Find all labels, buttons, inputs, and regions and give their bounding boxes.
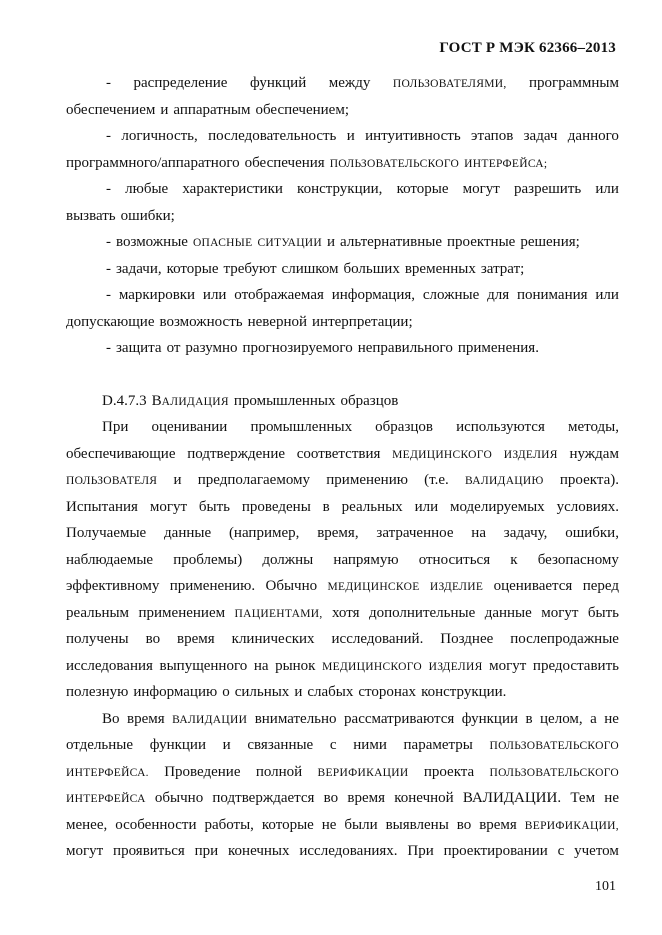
word: время bbox=[177, 631, 215, 647]
word: применению bbox=[326, 472, 408, 488]
word: клинических bbox=[231, 631, 315, 647]
word: используются bbox=[456, 419, 545, 435]
word: время bbox=[126, 710, 165, 727]
word: ПОЛЬЗОВАТЕЛЯ bbox=[66, 475, 158, 487]
word: и bbox=[222, 737, 231, 753]
word: данные bbox=[484, 604, 532, 621]
word: ВАЛИДАЦИЮ bbox=[465, 475, 544, 487]
word: интуитивность bbox=[365, 128, 461, 144]
word: или bbox=[595, 287, 619, 303]
word: во bbox=[456, 816, 472, 833]
word: целом, bbox=[540, 710, 583, 727]
word: исследования bbox=[66, 657, 153, 674]
word: могут bbox=[149, 498, 188, 515]
word: промышленных bbox=[250, 419, 353, 435]
word: не bbox=[604, 790, 619, 806]
word: оценивании bbox=[151, 419, 228, 435]
word: которые bbox=[261, 816, 314, 833]
paragraph-gap bbox=[66, 362, 619, 388]
word: и bbox=[160, 101, 169, 118]
word: время bbox=[479, 816, 517, 833]
text-line bbox=[66, 203, 619, 230]
word: задачи, bbox=[116, 260, 162, 277]
word: обычно bbox=[154, 790, 204, 806]
text-line bbox=[66, 838, 619, 865]
word: выявлены bbox=[385, 816, 449, 833]
text-line bbox=[66, 414, 619, 441]
word: прогнозируемого bbox=[242, 340, 353, 356]
word: и bbox=[294, 684, 303, 700]
word: во bbox=[323, 790, 339, 806]
word: последовательность bbox=[208, 128, 337, 144]
word: или bbox=[595, 181, 619, 197]
text-line bbox=[66, 309, 619, 336]
word: с bbox=[329, 737, 337, 753]
word: время, bbox=[317, 525, 359, 541]
word: эффективному bbox=[66, 578, 160, 594]
word: предоставить bbox=[532, 657, 619, 674]
word: затрат; bbox=[480, 260, 525, 277]
word: МЕДИЦИНСКОЕ bbox=[327, 581, 420, 593]
word: ВЕРИФИКАЦИИ bbox=[317, 766, 409, 779]
word: этапов bbox=[471, 128, 514, 144]
word: логичность, bbox=[121, 128, 198, 144]
word: слишком bbox=[281, 260, 339, 277]
text-line bbox=[66, 759, 619, 786]
word: ИЗДЕЛИЯ bbox=[503, 448, 558, 461]
word: не bbox=[604, 710, 619, 727]
word: напрямую bbox=[333, 551, 399, 568]
word: проектные bbox=[447, 234, 516, 250]
word: между bbox=[328, 75, 371, 91]
word: в bbox=[322, 498, 330, 515]
text-line bbox=[66, 256, 619, 283]
word: обеспечением; bbox=[255, 101, 349, 118]
text-line bbox=[66, 812, 619, 839]
word: для bbox=[487, 287, 510, 303]
word: образцов bbox=[340, 392, 399, 409]
text-line bbox=[66, 600, 619, 627]
word: ВАЛИДАЦИИ. bbox=[462, 790, 562, 806]
word: обеспечением bbox=[66, 101, 156, 118]
text-line bbox=[66, 547, 619, 574]
word: образцов bbox=[375, 419, 433, 435]
word: функции bbox=[461, 710, 518, 727]
word: перед bbox=[582, 578, 619, 594]
word: дополнительные bbox=[368, 604, 476, 621]
word: Проведение bbox=[164, 763, 241, 780]
word: наблюдаемые bbox=[66, 551, 154, 568]
word: полезную bbox=[66, 684, 129, 700]
word: на bbox=[471, 525, 486, 541]
word: больших bbox=[343, 260, 400, 277]
text-line bbox=[66, 123, 619, 150]
word: маркировки bbox=[118, 287, 196, 303]
word: - bbox=[106, 260, 111, 277]
word: разрешить bbox=[514, 181, 582, 197]
word: проявиться bbox=[113, 843, 185, 859]
word: отображаемая bbox=[234, 287, 324, 303]
word: ними bbox=[353, 737, 387, 753]
text-line bbox=[66, 388, 619, 415]
word: могут bbox=[66, 843, 104, 859]
word: требуют bbox=[223, 260, 277, 277]
word: условиях. bbox=[556, 498, 619, 515]
word: моделируемых bbox=[449, 498, 545, 515]
word: ВАЛИДАЦИИ bbox=[172, 713, 248, 726]
word: ПОЛЬЗОВАТЕЛЬСКОГО bbox=[489, 766, 619, 779]
word: исследований. bbox=[331, 631, 424, 647]
text-line bbox=[66, 229, 619, 256]
word: функции bbox=[149, 737, 206, 753]
word: - bbox=[106, 181, 111, 197]
word: быть bbox=[587, 604, 619, 621]
word: МЕДИЦИНСКОГО bbox=[322, 660, 423, 673]
word: аппаратным bbox=[173, 101, 251, 118]
word: оценивается bbox=[493, 578, 573, 594]
word: ИЗДЕЛИЕ bbox=[429, 581, 484, 593]
word: реальным bbox=[66, 604, 130, 621]
word: соответствия bbox=[296, 445, 381, 462]
word: Обычно bbox=[265, 578, 318, 594]
word: конструкции, bbox=[297, 181, 383, 197]
word: - bbox=[106, 287, 111, 303]
word: задач bbox=[523, 128, 558, 144]
word: При bbox=[407, 843, 434, 859]
word: послепродажные bbox=[510, 631, 619, 647]
word: от bbox=[166, 340, 181, 356]
word: Получаемые bbox=[66, 525, 147, 541]
word: При bbox=[102, 419, 129, 435]
text-line bbox=[66, 679, 619, 706]
word: (например, bbox=[228, 525, 300, 541]
word: - bbox=[106, 75, 111, 91]
word: при bbox=[194, 843, 219, 859]
word: были bbox=[344, 816, 378, 833]
word: выпущенного bbox=[159, 657, 248, 674]
word: исследованиях. bbox=[299, 843, 398, 859]
word: решения; bbox=[520, 234, 580, 250]
word: рынок bbox=[275, 657, 316, 674]
word: должны bbox=[262, 551, 314, 568]
word: СИТУАЦИИ bbox=[257, 237, 323, 249]
word: ПОЛЬЗОВАТЕЛЬСКОГО bbox=[329, 157, 460, 170]
word: проекта). bbox=[559, 472, 619, 488]
word: проектировании bbox=[443, 843, 548, 859]
word: допускающие bbox=[66, 313, 155, 330]
word: хотя bbox=[332, 604, 360, 621]
word: ошибки; bbox=[120, 207, 175, 224]
word: ВАЛИДАЦИЯ bbox=[151, 392, 229, 409]
word: возможные bbox=[116, 234, 188, 250]
word: программным bbox=[529, 75, 619, 91]
word: сложные bbox=[422, 287, 480, 303]
word: разумно bbox=[185, 340, 238, 356]
word: время bbox=[347, 790, 386, 806]
word: подтверждается bbox=[212, 790, 315, 806]
word: не bbox=[321, 816, 337, 833]
word: данного bbox=[567, 128, 619, 144]
word: Во bbox=[102, 710, 120, 727]
word: параметры bbox=[403, 737, 473, 753]
word: слабых bbox=[307, 684, 354, 700]
word: временных bbox=[404, 260, 476, 277]
word: проблемы) bbox=[173, 551, 243, 568]
word: применению. bbox=[169, 578, 256, 594]
word: на bbox=[253, 657, 269, 674]
word: - bbox=[106, 234, 111, 250]
word: работы, bbox=[204, 816, 254, 833]
text-line bbox=[66, 150, 619, 177]
word: ПОЛЬЗОВАТЕЛЬСКОГО bbox=[489, 740, 619, 752]
word: нуждам bbox=[569, 445, 619, 462]
word: ИНТЕРФЕЙСА. bbox=[66, 766, 149, 779]
word: ИНТЕРФЕЙСА bbox=[66, 793, 146, 805]
word: защита bbox=[116, 340, 162, 356]
text-line bbox=[66, 70, 619, 97]
word: затраченное bbox=[376, 525, 454, 541]
word: и bbox=[327, 234, 336, 250]
word: характеристики bbox=[182, 181, 283, 197]
word: предполагаемому bbox=[197, 472, 311, 488]
text-line bbox=[66, 494, 619, 521]
word: ПОЛЬЗОВАТЕЛЯМИ, bbox=[392, 78, 507, 90]
text-line bbox=[66, 732, 619, 759]
text-line bbox=[66, 653, 619, 680]
word: информация, bbox=[331, 287, 416, 303]
word: ПАЦИЕНТАМИ, bbox=[234, 607, 323, 620]
word: конечной bbox=[394, 790, 454, 806]
word: ИНТЕРФЕЙСА; bbox=[464, 157, 548, 170]
word: неверной bbox=[247, 313, 308, 330]
word: реальных bbox=[341, 498, 403, 515]
word: и bbox=[346, 128, 355, 144]
text-line bbox=[66, 441, 619, 468]
word: данные bbox=[164, 525, 212, 541]
word: могут bbox=[541, 604, 579, 621]
word: применения. bbox=[457, 340, 539, 356]
word: получены bbox=[66, 631, 129, 647]
word: конструкции. bbox=[421, 684, 507, 700]
word: информацию bbox=[133, 684, 218, 700]
word: ошибки, bbox=[565, 525, 619, 541]
word: могут bbox=[462, 181, 500, 197]
word: Тем bbox=[570, 790, 596, 806]
word: или bbox=[414, 498, 439, 515]
word: связанные bbox=[247, 737, 314, 753]
word: которые bbox=[166, 260, 219, 277]
text-line bbox=[66, 520, 619, 547]
word: ОПАСНЫЕ bbox=[192, 237, 253, 249]
document-header: ГОСТ Р МЭК 62366–2013 bbox=[439, 40, 616, 56]
word: альтернативные bbox=[340, 234, 443, 250]
word: применением bbox=[138, 604, 226, 621]
text-line bbox=[66, 573, 619, 600]
word: которые bbox=[396, 181, 449, 197]
word: интерпретации; bbox=[312, 313, 413, 330]
word: безопасному bbox=[537, 551, 619, 568]
text-line bbox=[66, 467, 619, 494]
word: отдельные bbox=[66, 737, 134, 753]
word: задачу, bbox=[503, 525, 548, 541]
word: - bbox=[106, 340, 111, 356]
word: программного/аппаратного bbox=[66, 154, 240, 171]
word: менее, bbox=[66, 816, 108, 833]
word: могут bbox=[489, 657, 527, 674]
word: быть bbox=[198, 498, 231, 515]
word: методы, bbox=[567, 419, 619, 435]
word: внимательно bbox=[254, 710, 337, 727]
word: конечных bbox=[228, 843, 290, 859]
word: полной bbox=[255, 763, 303, 780]
word: Испытания bbox=[66, 498, 138, 515]
text-line bbox=[66, 282, 619, 309]
word: МЕДИЦИНСКОГО bbox=[392, 448, 493, 461]
text-line bbox=[66, 626, 619, 653]
text-line bbox=[66, 706, 619, 733]
word: вызвать bbox=[66, 207, 116, 224]
word: ВЕРИФИКАЦИИ, bbox=[524, 819, 619, 832]
word: подтверждение bbox=[187, 445, 286, 462]
word: относиться bbox=[418, 551, 491, 568]
word: с bbox=[557, 843, 565, 859]
word: промышленных bbox=[233, 392, 336, 409]
word: понимания bbox=[516, 287, 588, 303]
word: во bbox=[145, 631, 161, 647]
text-line bbox=[66, 97, 619, 124]
word: - bbox=[106, 128, 111, 144]
word: любые bbox=[125, 181, 169, 197]
word: учетом bbox=[574, 843, 619, 859]
text-line bbox=[66, 785, 619, 812]
word: о bbox=[222, 684, 230, 700]
word: а bbox=[590, 710, 597, 727]
word: обеспечивающие bbox=[66, 445, 176, 462]
word: проекта bbox=[423, 763, 475, 780]
word: возможность bbox=[159, 313, 243, 330]
word: особенности bbox=[115, 816, 197, 833]
word: сильных bbox=[234, 684, 290, 700]
page-number: 101 bbox=[595, 879, 616, 894]
word: функций bbox=[249, 75, 307, 91]
word: ИЗДЕЛИЯ bbox=[428, 660, 483, 673]
word: и bbox=[173, 472, 182, 488]
text-line bbox=[66, 176, 619, 203]
word: Позднее bbox=[440, 631, 494, 647]
word: обеспечения bbox=[244, 154, 325, 171]
word: распределение bbox=[133, 75, 228, 91]
body-text bbox=[66, 70, 619, 865]
word: или bbox=[202, 287, 227, 303]
word: (т.е. bbox=[424, 472, 449, 488]
word: неправильного bbox=[357, 340, 453, 356]
word: проведены bbox=[241, 498, 311, 515]
text-line bbox=[66, 335, 619, 362]
word: сторонах bbox=[358, 684, 417, 700]
word: к bbox=[510, 551, 518, 568]
word: в bbox=[525, 710, 533, 727]
word: D.4.7.3 bbox=[102, 392, 147, 409]
word: рассматриваются bbox=[344, 710, 455, 727]
